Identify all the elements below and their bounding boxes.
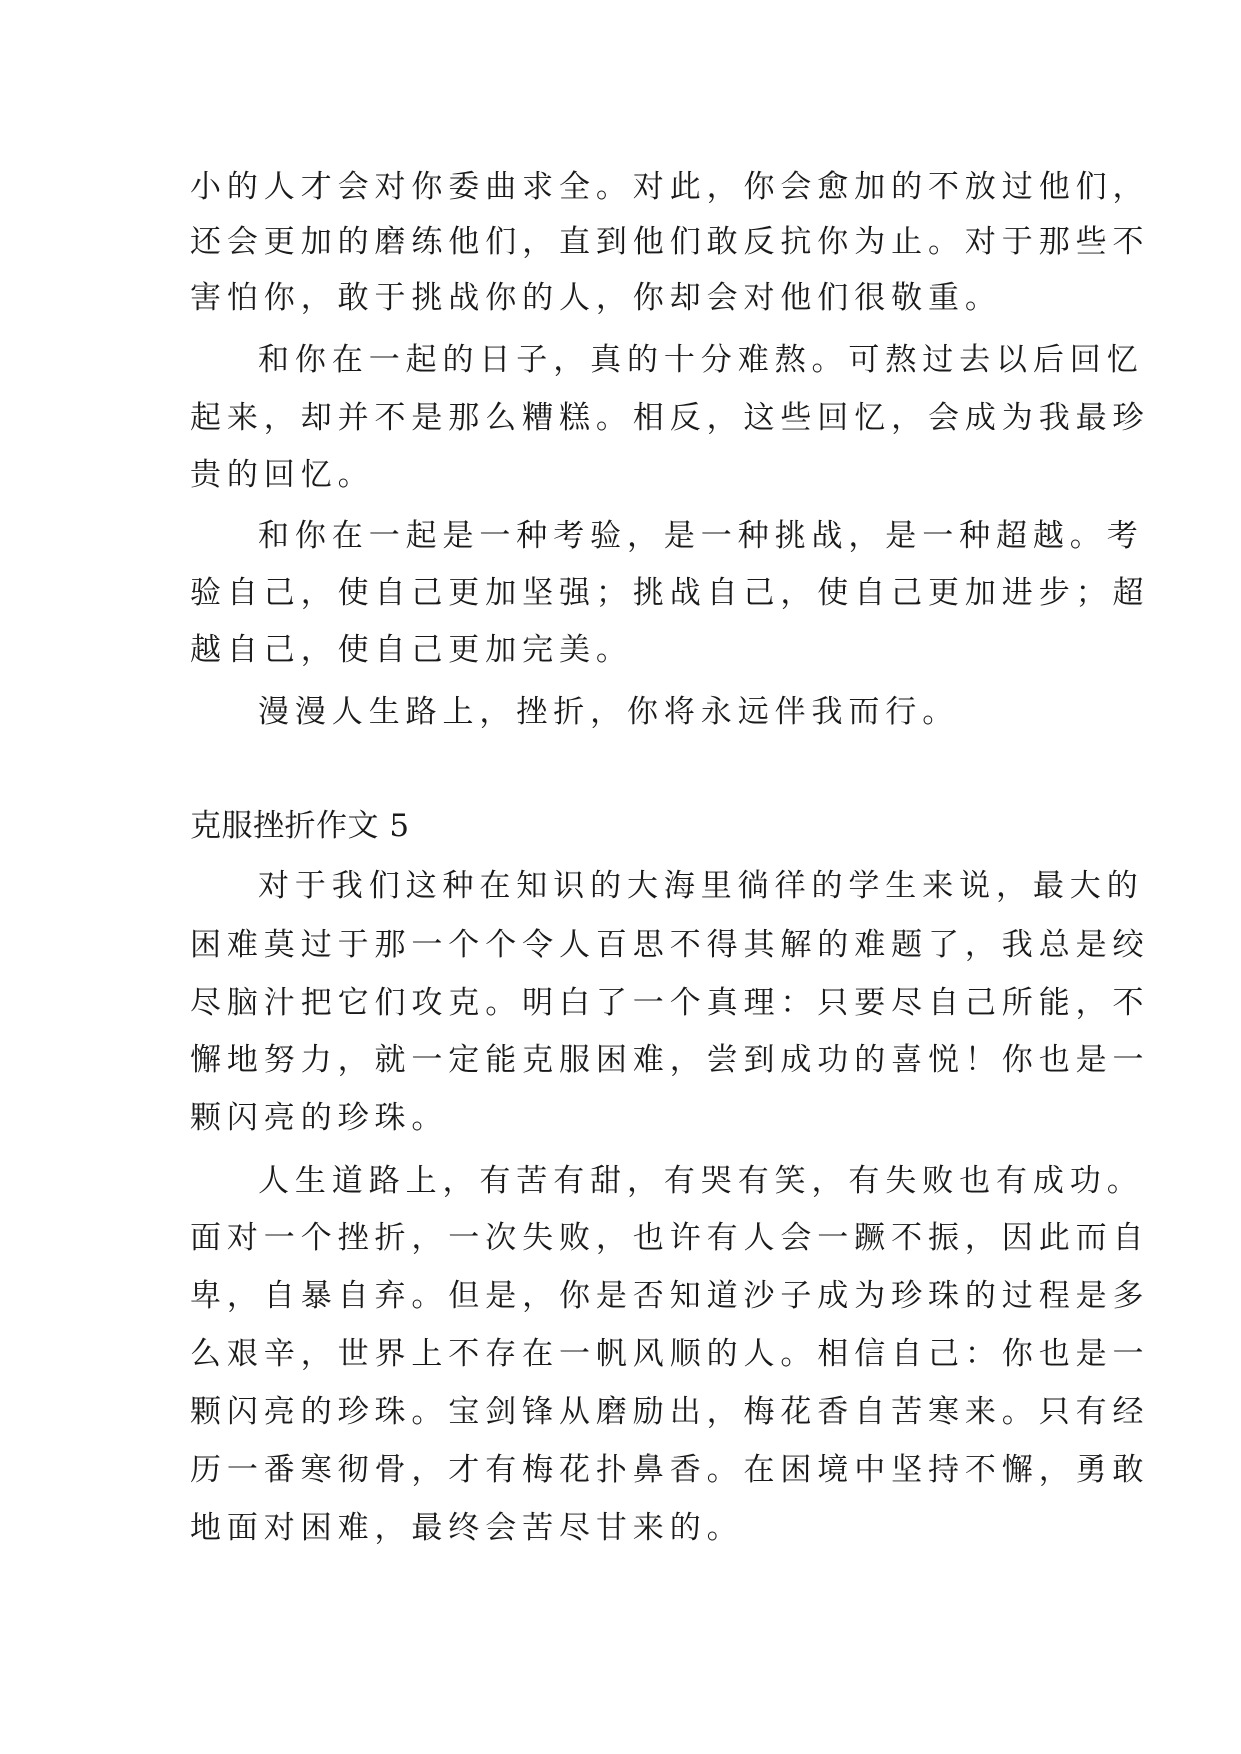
text-line: 颗闪亮的珍珠。 bbox=[190, 1100, 449, 1136]
text-line: 贵的回忆。 bbox=[190, 457, 375, 493]
section-heading: 克服挫折作文 5 bbox=[190, 808, 410, 844]
text-line: 害怕你，敢于挑战你的人，你却会对他们很敬重。 bbox=[190, 280, 1002, 316]
paragraph-first-line: 漫漫人生路上，挫折，你将永远伴我而行。 bbox=[258, 694, 960, 730]
text-line: 地面对困难，最终会苦尽甘来的。 bbox=[190, 1510, 744, 1546]
text-line: 尽脑汁把它们攻克。明白了一个真理：只要尽自己所能，不 bbox=[190, 985, 1150, 1021]
text-line: 起来，却并不是那么糟糕。相反，这些回忆，会成为我最珍 bbox=[190, 400, 1150, 436]
paragraph-first-line: 人生道路上，有苦有甜，有哭有笑，有失败也有成功。 bbox=[258, 1163, 1144, 1199]
text-line: 么艰辛，世界上不存在一帆风顺的人。相信自己：你也是一 bbox=[190, 1336, 1150, 1372]
text-line: 面对一个挫折，一次失败，也许有人会一蹶不振，因此而自 bbox=[190, 1220, 1150, 1256]
text-line: 还会更加的磨练他们，直到他们敢反抗你为止。对于那些不 bbox=[190, 224, 1150, 260]
text-line: 困难莫过于那一个个令人百思不得其解的难题了，我总是绞 bbox=[190, 927, 1150, 963]
text-line: 越自己，使自己更加完美。 bbox=[190, 632, 633, 668]
paragraph-first-line: 对于我们这种在知识的大海里徜徉的学生来说，最大的 bbox=[258, 868, 1144, 904]
text-line: 小的人才会对你委曲求全。对此，你会愈加的不放过他们， bbox=[190, 169, 1150, 205]
text-line: 历一番寒彻骨，才有梅花扑鼻香。在困境中坚持不懈，勇敢 bbox=[190, 1452, 1150, 1488]
paragraph-first-line: 和你在一起的日子，真的十分难熬。可熬过去以后回忆 bbox=[258, 342, 1144, 378]
text-line: 卑，自暴自弃。但是，你是否知道沙子成为珍珠的过程是多 bbox=[190, 1278, 1150, 1314]
text-line: 验自己，使自己更加坚强；挑战自己，使自己更加进步；超 bbox=[190, 575, 1150, 611]
text-line: 颗闪亮的珍珠。宝剑锋从磨励出，梅花香自苦寒来。只有经 bbox=[190, 1394, 1150, 1430]
text-line: 懈地努力，就一定能克服困难，尝到成功的喜悦！你也是一 bbox=[190, 1042, 1150, 1078]
paragraph-first-line: 和你在一起是一种考验，是一种挑战，是一种超越。考 bbox=[258, 518, 1144, 554]
